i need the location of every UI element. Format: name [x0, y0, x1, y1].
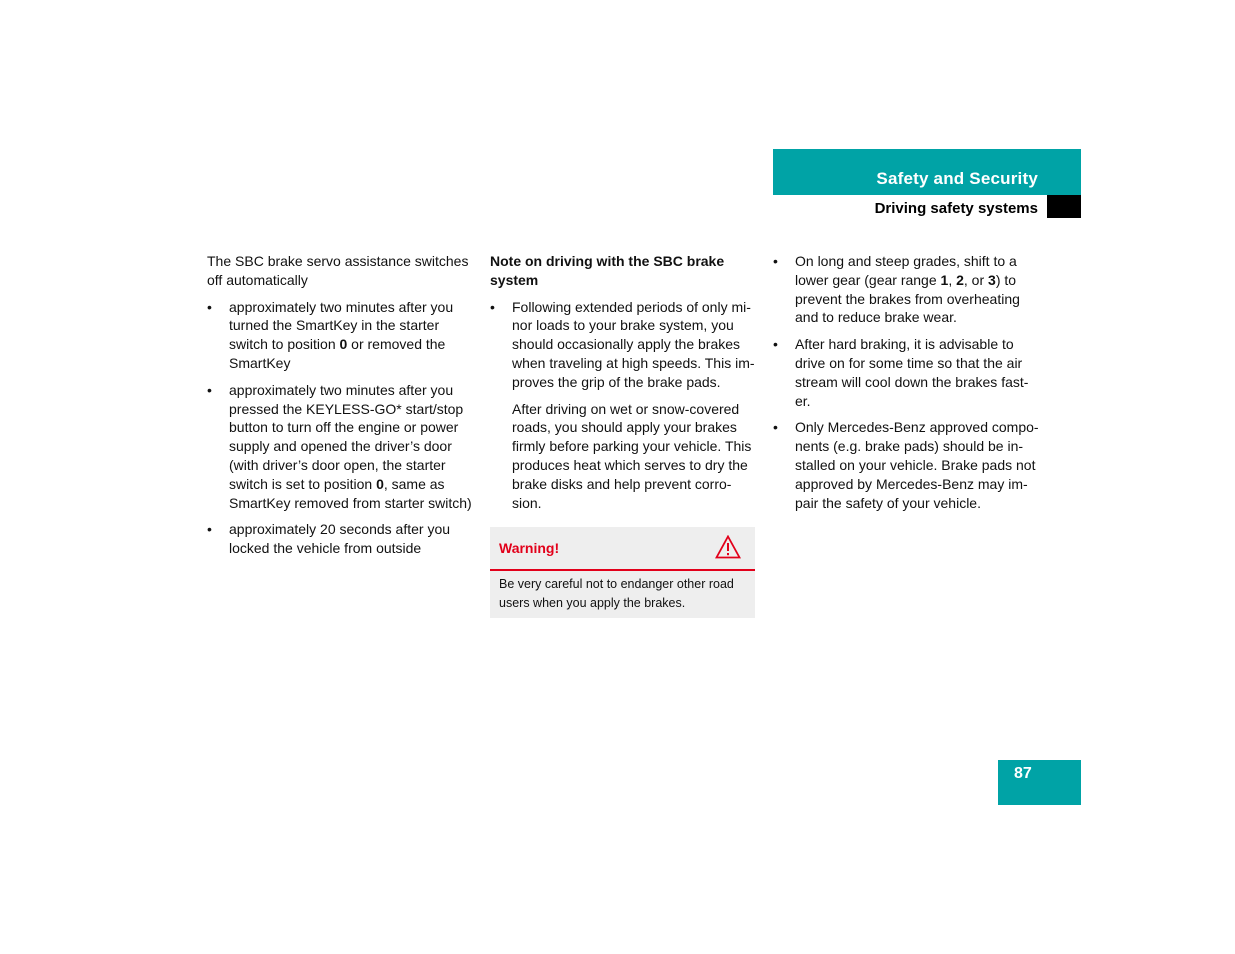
bullet-icon: •	[773, 419, 778, 436]
intro-paragraph: The SBC brake servo assistance switches off automatically	[207, 253, 469, 288]
gear-range-value: 1	[940, 271, 949, 288]
list-item-text: or removed the SmartKey	[229, 336, 446, 371]
position-value: 0	[339, 336, 348, 353]
bullet-icon: •	[207, 298, 212, 315]
list-item-text: approximately 20 seconds after you locked the vehicle from outside	[229, 521, 451, 557]
list-item-text: ) to prevent the brakes from overheating and to reduce brake wear.	[795, 271, 1020, 326]
continuation-paragraph: After driving on wet or snow-covered roads, you should apply your brakes firmly before parking your vehicle. This produces heat which serves to dry the brake disks and help prevent corro-sion.	[512, 400, 752, 511]
gear-range-value: 2	[956, 271, 964, 288]
warning-text: Be very careful not to endanger other road users when you apply the brakes.	[499, 577, 734, 610]
position-value: 0	[376, 475, 384, 492]
list-item	[773, 335, 1039, 410]
list-item	[773, 252, 1039, 327]
list-item-text: , or	[963, 271, 989, 288]
warning-header	[490, 527, 755, 571]
bullet-icon: •	[207, 521, 212, 538]
page-number: 87	[1014, 765, 1032, 782]
warning-box	[490, 527, 755, 618]
bullet-icon: •	[207, 381, 212, 398]
list-item	[207, 298, 473, 373]
warning-triangle-icon	[715, 535, 741, 559]
list-item	[490, 298, 756, 392]
column-1	[207, 252, 473, 566]
bullet-icon: •	[490, 298, 495, 315]
list-item	[773, 418, 1039, 512]
list-item-text: Only Mercedes-Benz approved compo-nents (e.g. brake pads) should be in-stalled on your vehicle. Brake pads not approved by Mercedes-Benz may im-pair the safety of your vehicle.	[795, 419, 1039, 511]
column-2	[490, 252, 756, 520]
auto-off-list	[207, 298, 473, 558]
note-list	[490, 298, 756, 392]
gear-range-value: 3	[988, 271, 996, 288]
brake-tips-list	[773, 252, 1039, 512]
column-3	[773, 252, 1039, 520]
page-number-box	[998, 760, 1081, 805]
list-item-text: On long and steep grades, shift to a lower gear (gear range	[795, 253, 1017, 288]
note-heading: Note on driving with the SBC brake system	[490, 253, 725, 288]
list-item-text: Following extended periods of only mi-nor loads to your brake system, you should occasionally apply the brakes when traveling at high speeds. This im-proves the grip of the brake pads.	[512, 298, 755, 390]
bullet-icon: •	[773, 253, 778, 269]
section-title: Safety and Security	[876, 169, 1038, 188]
list-item-text: After hard braking, it is advisable to drive on for some time so that the air stream will cool down the brakes fast-er.	[795, 336, 1029, 409]
subsection-header	[773, 195, 1081, 219]
warning-label: Warning!	[499, 540, 560, 556]
list-item-text: ,	[948, 271, 957, 288]
list-item	[207, 520, 473, 558]
list-item-text: approximately two minutes after you pressed the KEYLESS-GO* start/stop button to turn off the engine or power supply and opened the driver’s door (with driver’s door open, the starter switch is set to position	[229, 381, 464, 492]
list-item	[207, 381, 473, 513]
list-item-text: approximately two minutes after you turned the SmartKey in the starter switch to position	[229, 298, 454, 353]
section-header-band	[773, 149, 1081, 195]
subsection-title: Driving safety systems	[874, 200, 1038, 217]
bullet-icon: •	[773, 336, 778, 353]
thumb-tab	[1047, 195, 1081, 218]
list-item-text: , same as SmartKey removed from starter switch)	[229, 475, 472, 511]
